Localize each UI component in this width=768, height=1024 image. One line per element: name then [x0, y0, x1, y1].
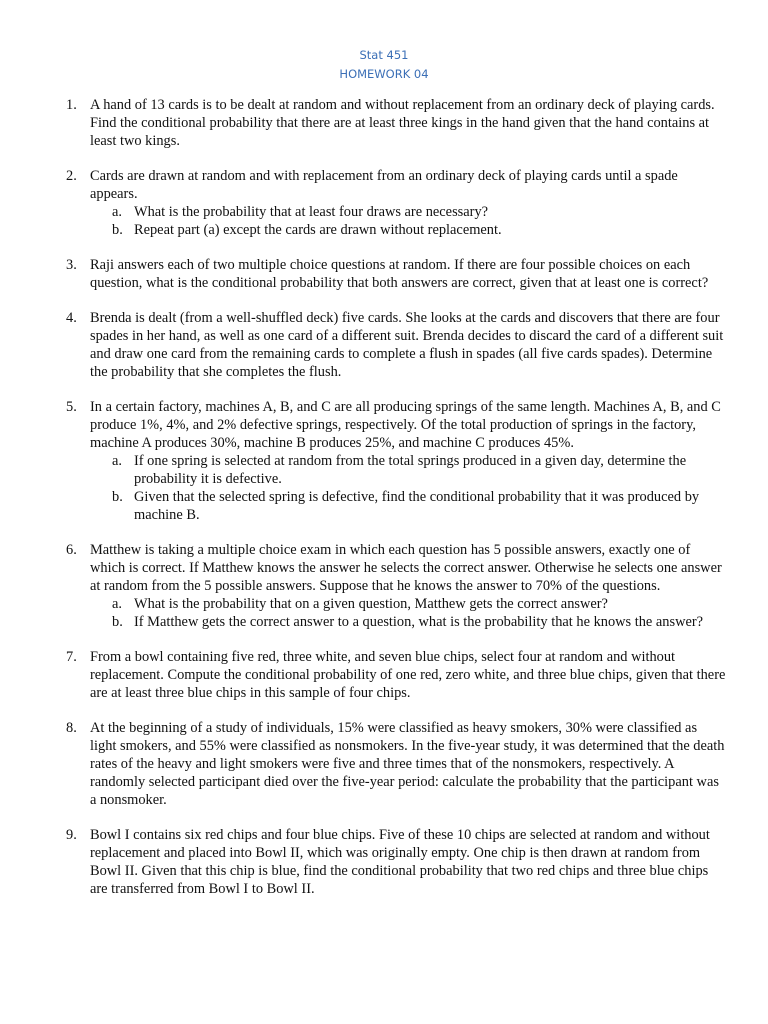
question-item — [66, 96, 726, 150]
question-number: 6. — [66, 542, 77, 558]
part-text: If one spring is selected at random from the total springs produced in a given day, determine the probability it is defective. — [134, 453, 687, 487]
question-part — [90, 613, 726, 631]
part-letter: b. — [112, 614, 123, 630]
question-text: Brenda is dealt (from a well-shuffled deck) five cards. She looks at the cards and discovers that there are four spades in her hand, as well as one card of a different suit. Brenda decides to discard the card of a different suit and draw one card from the remaining cards to complete a flush in spades (all five cards spades). Determine the probability that she completes the flush. — [90, 310, 724, 380]
question-list — [66, 96, 726, 915]
question-text: From a bowl containing five red, three white, and seven blue chips, select four at random and without replacement. Compute the conditional probability of one red, zero white, and three blue chips, given that there are at least three blue chips in this sample of four chips. — [90, 649, 726, 701]
question-text: A hand of 13 cards is to be dealt at random and without replacement from an ordinary deck of playing cards. Find the conditional probability that there are at least three kings in the hand given that the hand contains at least two kings. — [90, 97, 715, 149]
question-text: Cards are drawn at random and with replacement from an ordinary deck of playing cards until a spade appears. — [90, 168, 678, 202]
question-number: 5. — [66, 399, 77, 415]
part-text: Given that the selected spring is defective, find the conditional probability that it was produced by machine B. — [134, 489, 700, 523]
part-letter: b. — [112, 489, 123, 505]
part-letter: b. — [112, 222, 123, 238]
part-text: What is the probability that at least four draws are necessary? — [134, 204, 489, 220]
part-letter: a. — [112, 596, 122, 612]
question-item — [66, 719, 726, 809]
question-text: At the beginning of a study of individuals, 15% were classified as heavy smokers, 30% were classified as light smokers, and 55% were classified as nonsmokers. In the five-year study, it was determined that the death rates of the heavy and light smokers were five and three times that of the nonsmokers, respectively. A randomly selected participant died over the five-year period: calculate the probability that the participant was a nonsmoker. — [90, 720, 725, 808]
question-part — [90, 203, 726, 221]
course-label: Stat 451 — [359, 48, 409, 62]
question-item — [66, 256, 726, 292]
question-item — [66, 648, 726, 702]
part-text: What is the probability that on a given question, Matthew gets the correct answer? — [134, 596, 608, 612]
question-number: 9. — [66, 827, 77, 843]
question-number: 3. — [66, 257, 77, 273]
question-number: 8. — [66, 720, 77, 736]
question-number: 2. — [66, 168, 77, 184]
part-letter: a. — [112, 453, 122, 469]
question-parts — [90, 595, 726, 631]
part-text: If Matthew gets the correct answer to a question, what is the probability that he knows the answer? — [134, 614, 704, 630]
question-item — [66, 826, 726, 898]
question-text: In a certain factory, machines A, B, and C are all producing springs of the same length. Machines A, B, and C produce 1%, 4%, and 2% defective springs, respectively. Of the total production of springs in the factory, machine A produces 30%, machine B produces 25%, and machine C produces 45%. — [90, 399, 721, 451]
question-item — [66, 398, 726, 524]
question-item — [66, 541, 726, 631]
document-header — [0, 46, 768, 84]
question-text: Bowl I contains six red chips and four blue chips. Five of these 10 chips are selected at random and without replacement and placed into Bowl II, which was originally empty. One chip is then drawn at random from Bowl II. Given that this chip is blue, find the conditional probability that two red chips and three blue chips are transferred from Bowl I to Bowl II. — [90, 827, 710, 897]
homework-title: HOMEWORK 04 — [339, 67, 429, 81]
question-part — [90, 488, 726, 524]
question-number: 4. — [66, 310, 77, 326]
part-text: Repeat part (a) except the cards are drawn without replacement. — [134, 222, 502, 238]
question-item — [66, 309, 726, 381]
question-parts — [90, 203, 726, 239]
question-number: 1. — [66, 97, 77, 113]
question-part — [90, 595, 726, 613]
question-item — [66, 167, 726, 239]
question-part — [90, 221, 726, 239]
question-part — [90, 452, 726, 488]
question-parts — [90, 452, 726, 524]
question-number: 7. — [66, 649, 77, 665]
part-letter: a. — [112, 204, 122, 220]
question-text: Matthew is taking a multiple choice exam in which each question has 5 possible answers, exactly one of which is correct. If Matthew knows the answer he selects the correct answer. Otherwise he selects one answer at random from the 5 possible answers. Suppose that he knows the answer to 70% of the questions. — [90, 542, 722, 594]
question-text: Raji answers each of two multiple choice questions at random. If there are four possible choices on each question, what is the conditional probability that both answers are correct, given that at least one is correct? — [90, 257, 709, 291]
